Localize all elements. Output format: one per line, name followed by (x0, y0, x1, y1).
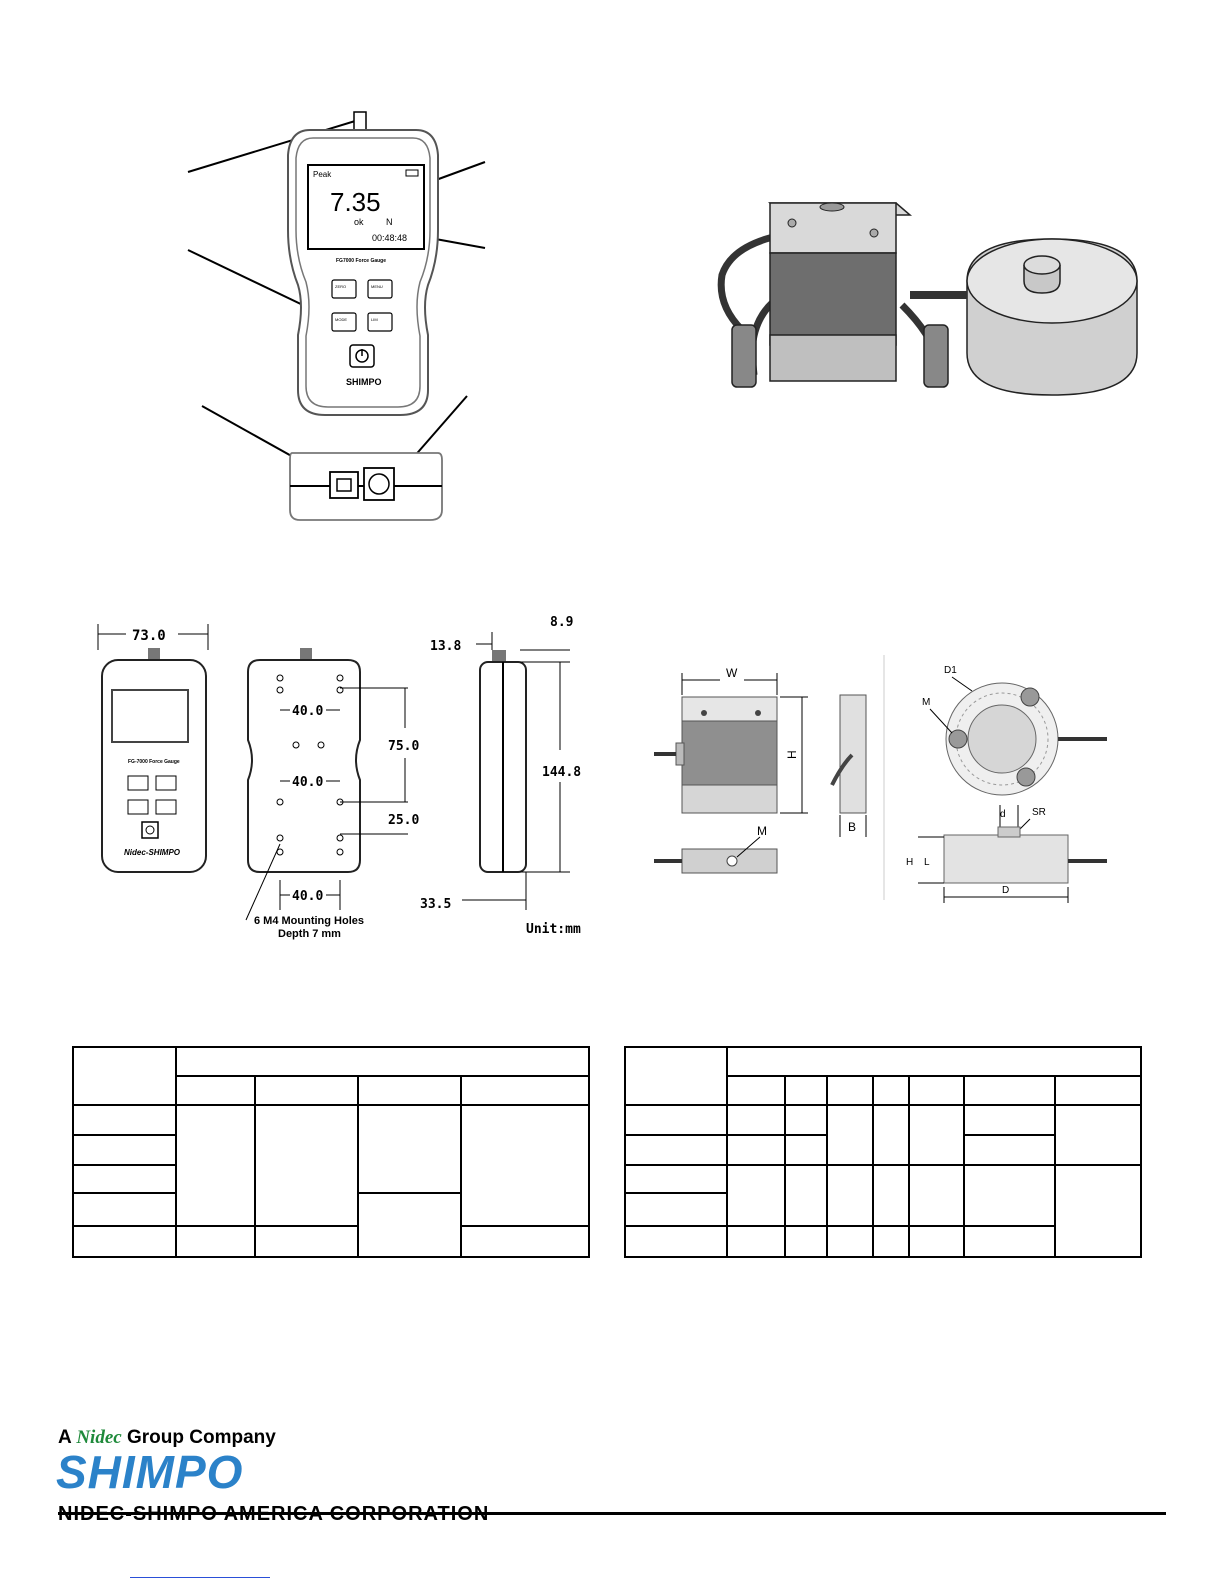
table-cell (73, 1165, 176, 1193)
table-cell (461, 1076, 589, 1105)
dim-side-8: 8.9 (550, 615, 574, 630)
table-cell (827, 1165, 873, 1226)
table-cell (727, 1135, 785, 1165)
table-cell (176, 1105, 255, 1226)
front-brand: Nidec-SHIMPO (124, 848, 181, 857)
zero-key (332, 280, 356, 298)
table-cell (827, 1076, 873, 1105)
sensor-dim-d-small: d (1000, 809, 1006, 820)
table-cell (873, 1226, 909, 1257)
dim-width: 73.0 (132, 628, 166, 644)
tagline-group: Group Company (126, 1427, 276, 1448)
table-cell (73, 1047, 176, 1105)
sensor-spec-table (624, 1046, 1142, 1258)
mode-key-label: MODE (335, 317, 347, 322)
table-cell (964, 1165, 1055, 1226)
dim-hole-top: 40.0 (292, 704, 324, 719)
table-cell (176, 1226, 255, 1257)
gauge-dimension-drawing (90, 610, 590, 950)
table-cell (255, 1076, 358, 1105)
table-cell (255, 1226, 358, 1257)
table-cell (964, 1076, 1055, 1105)
table-cell (873, 1076, 909, 1105)
table-cell (827, 1226, 873, 1257)
table-cell (873, 1105, 909, 1165)
dim-hole-bottom: 40.0 (292, 889, 324, 904)
tagline-a: A (58, 1427, 72, 1448)
sensor-dim-m-bottom: M (757, 824, 767, 838)
table-cell (964, 1135, 1055, 1165)
table-cell (727, 1165, 785, 1226)
sensor-dim-l-round: L (924, 857, 930, 868)
table-cell (827, 1105, 873, 1165)
table-cell (873, 1165, 909, 1226)
table-cell (785, 1226, 827, 1257)
screen-status: ok (354, 217, 364, 227)
screen-time: 00:48:48 (372, 233, 408, 243)
nidec-logo: Nidec (76, 1427, 122, 1448)
table-cell (73, 1226, 176, 1257)
table-cell (358, 1193, 461, 1257)
table-cell (625, 1105, 727, 1135)
table-cell (1055, 1105, 1141, 1165)
sensor-dim-w: W (726, 666, 738, 680)
front-model-label: FG-7000 Force Gauge (128, 759, 180, 765)
table-cell (909, 1226, 964, 1257)
hyperlink[interactable] (130, 1577, 270, 1578)
table-cell (176, 1076, 255, 1105)
corporation-text: NIDEC-SHIMPO AMERICA CORPORATION (58, 1503, 490, 1525)
table-cell (73, 1193, 176, 1226)
menu-key-label: MENU (371, 284, 383, 289)
table-cell (964, 1226, 1055, 1257)
sensor-dim-d1: D1 (944, 665, 957, 676)
table-cell (73, 1135, 176, 1165)
sensor-dim-h: H (785, 750, 799, 759)
sensor-dim-h-round: H (906, 857, 914, 868)
mode-key (332, 313, 356, 331)
shimpo-logo: SHIMPO (56, 1446, 244, 1498)
zero-key-label: ZERO (335, 284, 347, 289)
lim-key (368, 313, 392, 331)
sensor-dimension-drawing (652, 655, 1112, 910)
load-cell-illustration (712, 185, 1152, 415)
table-cell (727, 1047, 1141, 1076)
table-cell (358, 1076, 461, 1105)
table-cell (909, 1165, 964, 1226)
table-cell (727, 1226, 785, 1257)
table-cell (625, 1226, 727, 1257)
table-cell (785, 1165, 827, 1226)
corporation-name (58, 1503, 490, 1525)
gauge-model-label: FG7000 Force Gauge (336, 258, 387, 264)
gauge-spec-table (72, 1046, 590, 1258)
menu-key (368, 280, 392, 298)
table-cell (1055, 1165, 1141, 1257)
lim-key-label: LIM (371, 317, 378, 322)
table-cell (255, 1105, 358, 1226)
table-cell (785, 1076, 827, 1105)
sensor-dim-sr: SR (1032, 807, 1046, 818)
table-cell (461, 1226, 589, 1257)
table-cell (1055, 1076, 1141, 1105)
sensor-dim-m-round: M (922, 697, 931, 708)
table-cell (909, 1076, 964, 1105)
table-cell (461, 1105, 589, 1226)
dim-height: 144.8 (542, 765, 582, 780)
screen-unit: N (386, 217, 393, 227)
table-cell (73, 1105, 176, 1135)
table-cell (785, 1105, 827, 1135)
table-cell (176, 1047, 589, 1076)
unit-label: Unit:mm (526, 922, 581, 937)
screen-value: 7.35 (330, 187, 381, 217)
sensor-dim-d-big: D (1002, 885, 1010, 896)
sensor-dim-b: B (848, 820, 857, 834)
holes-note-1: 6 M4 Mounting Holes (254, 915, 364, 927)
dim-bottom-33: 33.5 (420, 897, 452, 912)
table-cell (358, 1105, 461, 1193)
table-cell (785, 1135, 827, 1165)
gauge-brand: SHIMPO (346, 377, 382, 387)
holes-note-2: Depth 7 mm (278, 928, 341, 940)
screen-mode: Peak (313, 170, 332, 179)
force-gauge-illustration (180, 110, 500, 540)
table-cell (964, 1105, 1055, 1135)
dim-vertical-75: 75.0 (388, 739, 420, 754)
dim-hole-mid: 40.0 (292, 775, 324, 790)
table-cell (625, 1165, 727, 1193)
table-cell (909, 1105, 964, 1165)
table-cell (625, 1193, 727, 1226)
table-cell (727, 1076, 785, 1105)
table-cell (625, 1047, 727, 1105)
dim-vertical-25: 25.0 (388, 813, 420, 828)
table-cell (727, 1105, 785, 1135)
dim-side-13: 13.8 (430, 639, 462, 654)
table-cell (625, 1135, 727, 1165)
